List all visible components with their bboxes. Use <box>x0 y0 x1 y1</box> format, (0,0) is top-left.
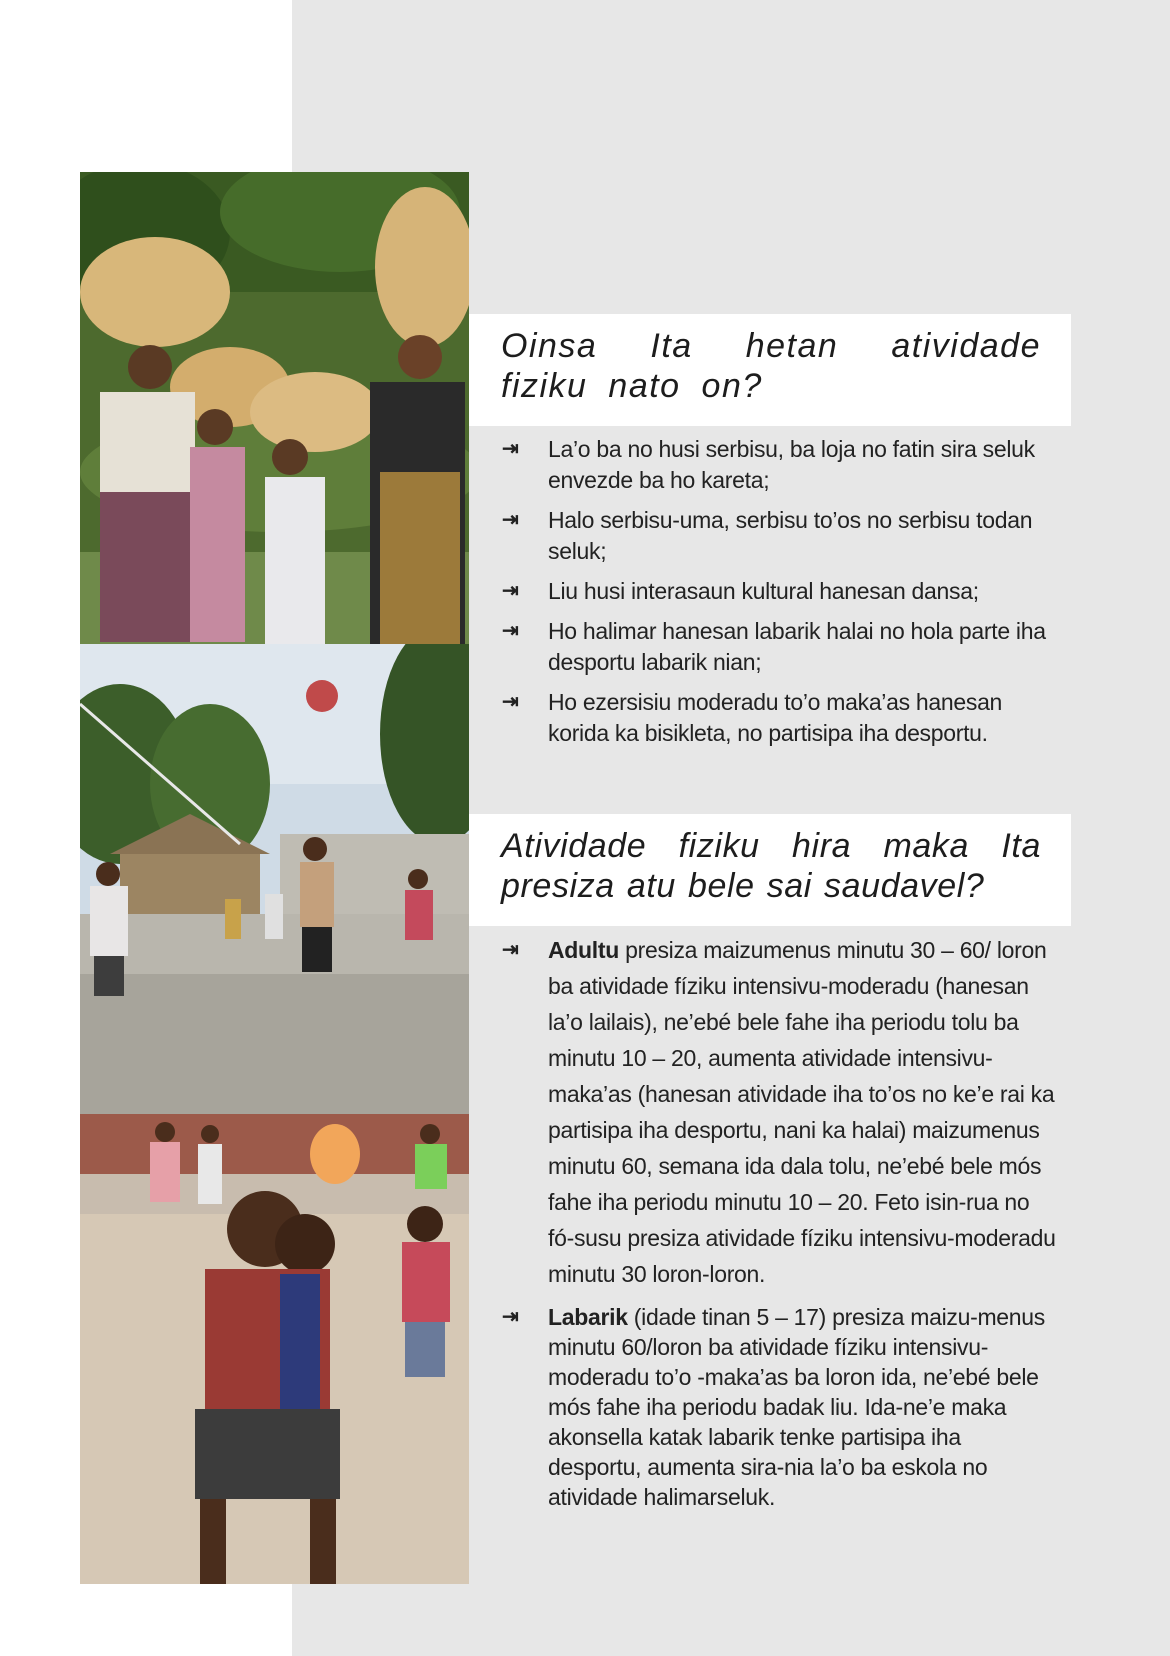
section2-bullet-list <box>500 932 1060 1512</box>
section2-heading-box <box>469 814 1071 926</box>
photo-corn-harvest <box>80 172 469 644</box>
arrow-tab-icon: ⇥ <box>502 620 519 642</box>
list-item-adultu <box>500 932 1060 1292</box>
item-lead: Adultu <box>548 937 620 963</box>
section1-heading: Oinsa Ita hetan atividade fiziku nato on? <box>501 327 1041 405</box>
arrow-tab-icon: ⇥ <box>502 438 519 460</box>
item-lead: Labarik <box>548 1304 628 1330</box>
arrow-tab-icon: ⇥ <box>502 691 519 713</box>
list-item: ⇥ La’o ba no husi serbisu, ba loja no fatin sira seluk envezde ba ho kareta; <box>502 436 1035 493</box>
list-item-labarik <box>500 1302 1060 1512</box>
list-item: ⇥ Halo serbisu-uma, serbisu to’os no serbisu todan seluk; <box>502 507 1033 564</box>
arrow-tab-icon: ⇥ <box>502 580 519 602</box>
item-text: (idade tinan 5 – 17) presiza maizu-menus minutu 60/loron ba atividade fíziku intensivu-moderadu to’o -maka’as ba loron ida, ne’ebé bele mós fahe iha periodu badak liu. Ida-ne’e maka akonsella katak labarik tenke partisipa iha desportu, aumenta sira-nia la’o ba eskola no atividade halimarseluk. <box>548 1304 1045 1510</box>
photo-smiling-children <box>80 1114 469 1584</box>
item-text: presiza maizumenus minutu 30 – 60/ loron ba atividade fíziku intensivu-moderadu (hanesan la’o lailais), ne’ebé bele fahe iha periodu tolu ba minutu 10 – 20, aumenta atividade intensivu-maka’as (hanesan atividade iha to’os no ke’e rai ka partisipa iha desportu, nani ka halai) maizumenus minutu 60, semana ida dala tolu, ne’ebé bele mós fahe iha periodu minutu 10 – 20. Feto isin-rua no fó-susu presiza atividade fíziku intensivu-moderadu minutu 30 loron-loron. <box>548 937 1056 1287</box>
list-item: ⇥ Ho halimar hanesan labarik halai no hola parte iha desportu labarik nian; <box>502 618 1046 675</box>
photo-volleyball-game <box>80 644 469 1114</box>
arrow-tab-icon: ⇥ <box>502 939 519 961</box>
section2-heading: Atividade fiziku hira maka Ita presiza atu bele sai saudavel? <box>501 827 1041 905</box>
arrow-tab-icon: ⇥ <box>502 509 519 531</box>
section1-heading-box <box>469 314 1071 426</box>
arrow-tab-icon: ⇥ <box>502 1306 519 1328</box>
section1-bullet-list <box>500 434 1060 758</box>
list-item: ⇥ Liu husi interasaun kultural hanesan dansa; <box>500 576 1060 607</box>
list-item: ⇥ Ho ezersisiu moderadu to’o maka’as hanesan korida ka bisikleta, no partisipa iha desportu. <box>502 689 1003 746</box>
